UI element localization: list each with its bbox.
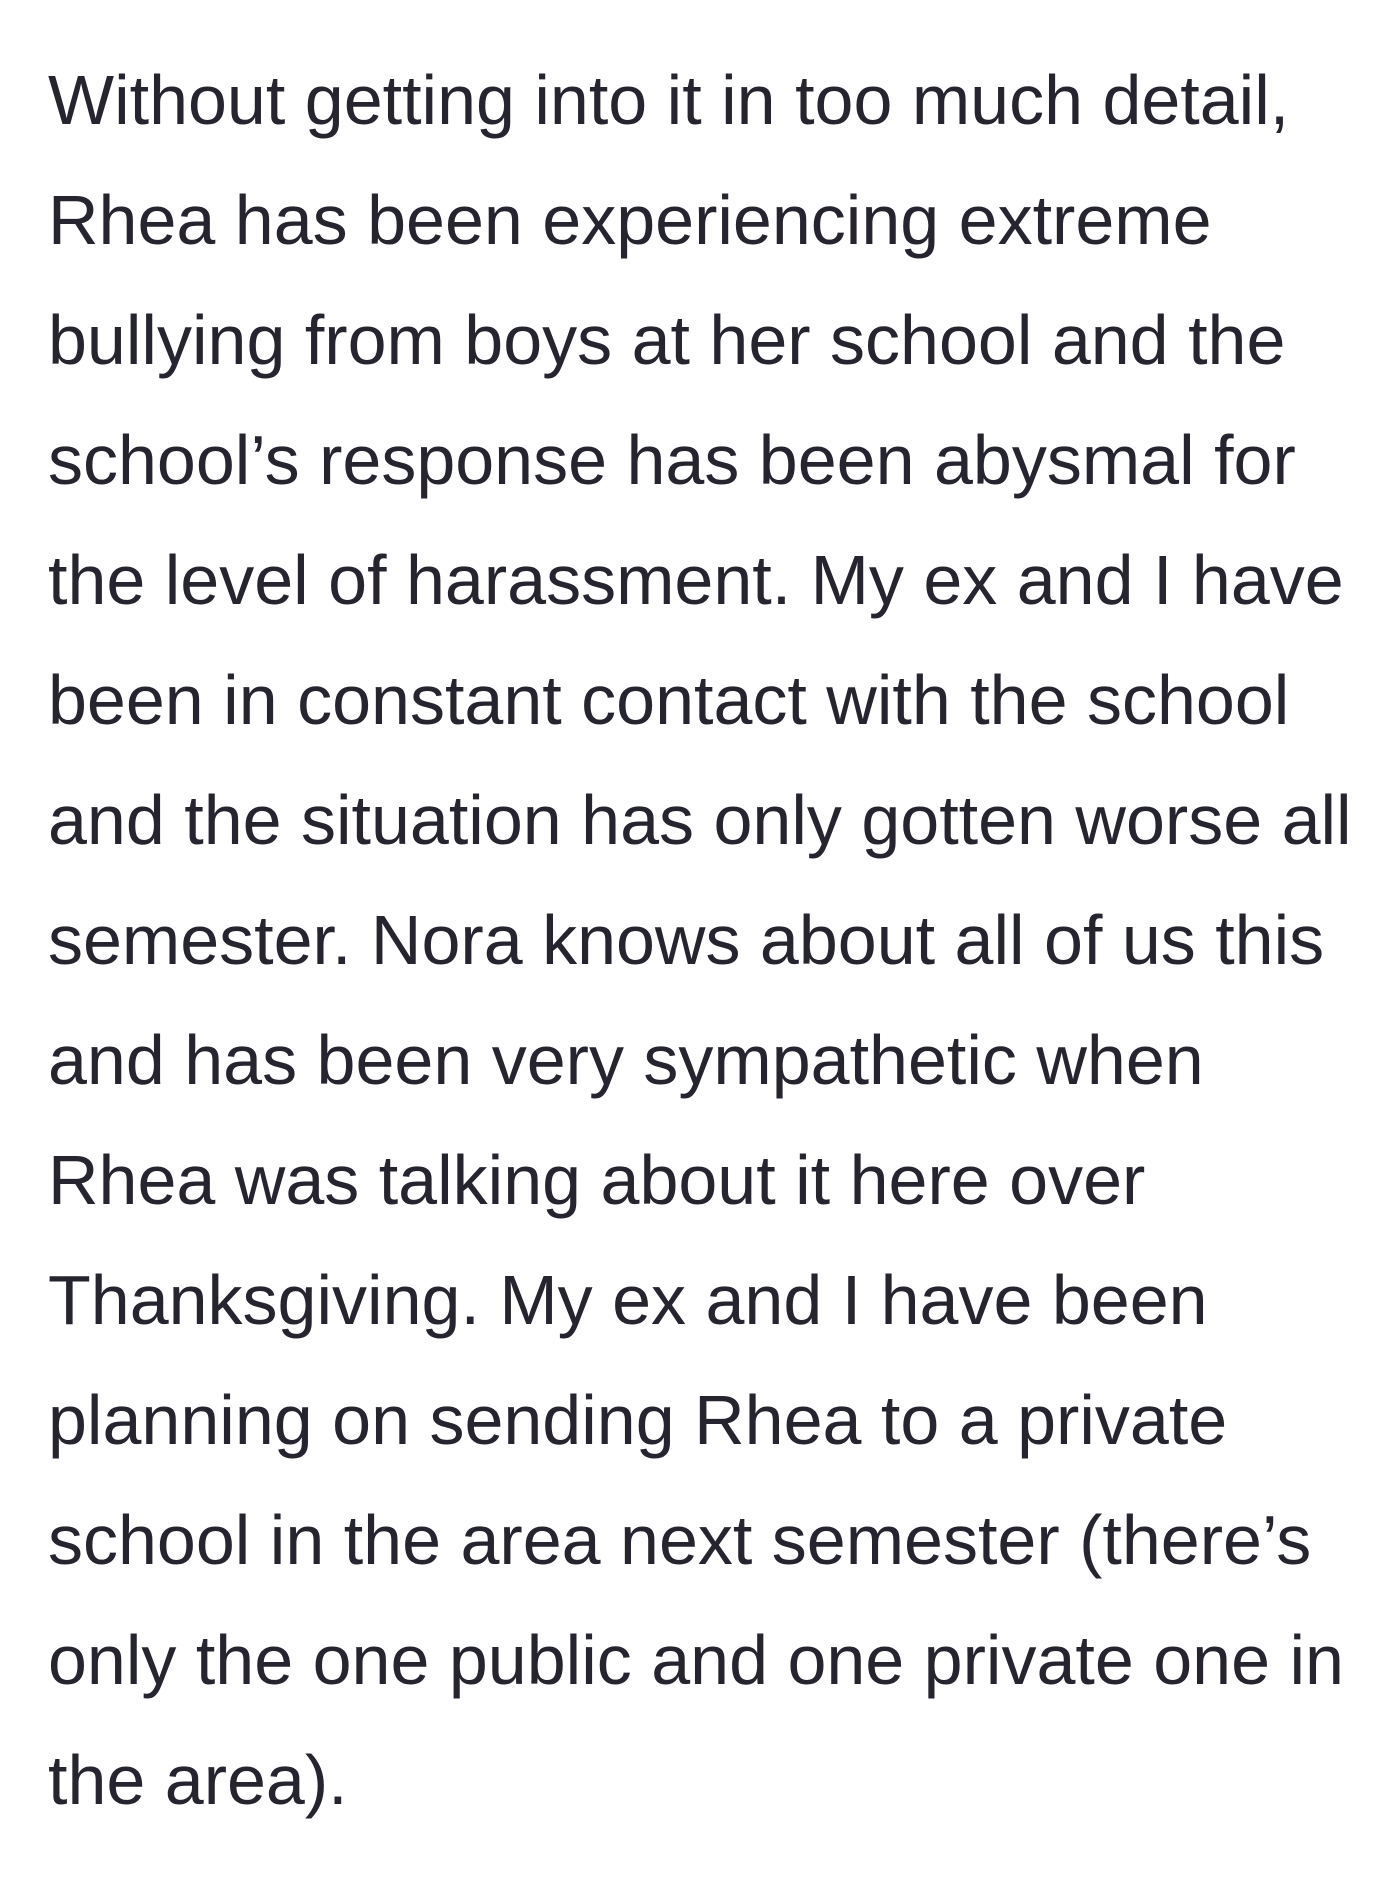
paragraph-line: the level of harassment. My ex and I have — [48, 541, 1344, 619]
paragraph-line: school in the area next semester (there’s — [48, 1501, 1312, 1579]
paragraph-line: only the one public and one private one in — [48, 1621, 1344, 1699]
paragraph-line: bullying from boys at her school and the — [48, 301, 1286, 379]
paragraph-line: Thanksgiving. My ex and I have been — [48, 1261, 1208, 1339]
body-paragraph — [48, 40, 1378, 1840]
paragraph-line: school’s response has been abysmal for — [48, 421, 1296, 499]
paragraph-line: semester. Nora knows about all of us this — [48, 901, 1325, 979]
paragraph-line: been in constant contact with the school — [48, 661, 1290, 739]
paragraph-line: and the situation has only gotten worse all — [48, 781, 1352, 859]
paragraph-line: the area). — [48, 1741, 348, 1819]
paragraph-line: Without getting into it in too much detail, — [48, 61, 1290, 139]
paragraph-line: Rhea was talking about it here over — [48, 1141, 1146, 1219]
article-body — [48, 40, 1378, 1840]
paragraph-line: planning on sending Rhea to a private — [48, 1381, 1228, 1459]
paragraph-line: Rhea has been experiencing extreme — [48, 181, 1212, 259]
paragraph-line: and has been very sympathetic when — [48, 1021, 1204, 1099]
